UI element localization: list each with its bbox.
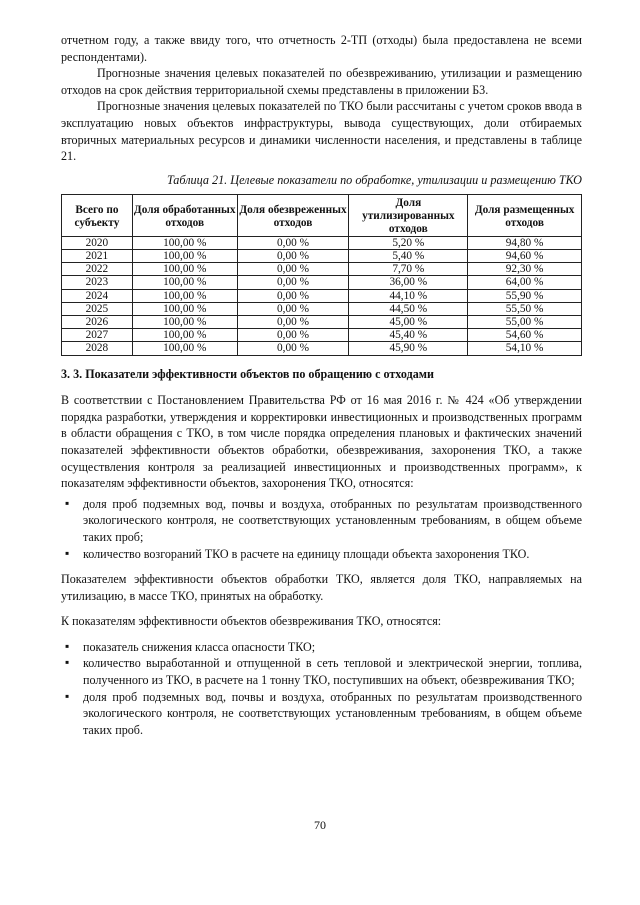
table-row xyxy=(62,249,582,262)
cell-utilized: 45,40 % xyxy=(349,329,468,342)
cell-placed: 54,60 % xyxy=(468,329,582,342)
cell-placed: 64,00 % xyxy=(468,276,582,289)
intro-paragraph-3: Прогнозные значения целевых показателей по ТКО были рассчитаны с учетом сроков ввода в эксплуатацию новых объектов инфраструктуры, вывода существующих, доли отбираемых вторичных материальных ресурсов и динамики численности населения, и представлены в таблице 21. xyxy=(61,99,582,164)
cell-utilized: 5,20 % xyxy=(349,236,468,249)
section-paragraph-3: К показателям эффективности объектов обезвреживания ТКО, относятся: xyxy=(61,614,442,629)
table-row xyxy=(62,329,582,342)
cell-placed: 94,60 % xyxy=(468,249,582,262)
cell-neutralized: 0,00 % xyxy=(237,315,349,328)
table-header-row xyxy=(62,195,582,236)
cell-processed: 100,00 % xyxy=(132,289,237,302)
table-row xyxy=(62,289,582,302)
header-neutralized: Доля обезвреженных отходов xyxy=(237,195,349,236)
cell-year: 2023 xyxy=(62,276,133,289)
table-row xyxy=(62,236,582,249)
cell-neutralized: 0,00 % xyxy=(237,342,349,355)
cell-processed: 100,00 % xyxy=(132,342,237,355)
cell-year: 2021 xyxy=(62,249,133,262)
cell-utilized: 7,70 % xyxy=(349,263,468,276)
table-row xyxy=(62,276,582,289)
table-row xyxy=(62,302,582,315)
cell-placed: 55,50 % xyxy=(468,302,582,315)
cell-year: 2020 xyxy=(62,236,133,249)
document-page xyxy=(61,32,582,738)
list-item: ▪ количество выработанной и отпущенной в сеть тепловой и электрической энергии, топлива, полученного из ТКО, в расчете на 1 тонну ТКО, поступивших на объект, обезвреживания ТКО; xyxy=(61,655,582,688)
cell-placed: 54,10 % xyxy=(468,342,582,355)
cell-year: 2027 xyxy=(62,329,133,342)
table-caption: Таблица 21. Целевые показатели по обработке, утилизации и размещению ТКО xyxy=(166,172,582,187)
table-row xyxy=(62,342,582,355)
cell-neutralized: 0,00 % xyxy=(237,263,349,276)
cell-processed: 100,00 % xyxy=(132,263,237,276)
cell-utilized: 44,50 % xyxy=(349,302,468,315)
list-item: ▪ доля проб подземных вод, почвы и воздуха, отобранных по результатам производственного экологического контроля, не соответствующих установленным требованиям, в общем объеме таких проб; xyxy=(61,496,582,546)
cell-processed: 100,00 % xyxy=(132,276,237,289)
cell-placed: 92,30 % xyxy=(468,263,582,276)
cell-utilized: 5,40 % xyxy=(349,249,468,262)
cell-utilized: 36,00 % xyxy=(349,276,468,289)
cell-neutralized: 0,00 % xyxy=(237,329,349,342)
table-row xyxy=(62,315,582,328)
page-number: 70 xyxy=(314,818,326,832)
section-paragraph-2: Показателем эффективности объектов обработки ТКО, является доля ТКО, направляемых на утилизацию, в массе ТКО, принятых на обработку. xyxy=(61,572,582,603)
section-heading: 3. 3. Показатели эффективности объектов по обращению с отходами xyxy=(61,366,434,381)
cell-utilized: 45,00 % xyxy=(349,315,468,328)
cell-neutralized: 0,00 % xyxy=(237,236,349,249)
cell-processed: 100,00 % xyxy=(132,315,237,328)
list-item: ▪ количество возгораний ТКО в расчете на единицу площади объекта захоронения ТКО. xyxy=(61,546,582,563)
cell-placed: 55,90 % xyxy=(468,289,582,302)
cell-placed: 55,00 % xyxy=(468,315,582,328)
cell-year: 2028 xyxy=(62,342,133,355)
bullet-list-1 xyxy=(61,496,582,562)
list-item: ▪ доля проб подземных вод, почвы и воздуха, отобранных по результатам производственного экологического контроля, не соответствующих установленным требованиям, в общем объеме таких проб. xyxy=(61,689,582,739)
cell-neutralized: 0,00 % xyxy=(237,249,349,262)
cell-processed: 100,00 % xyxy=(132,249,237,262)
cell-year: 2025 xyxy=(62,302,133,315)
header-total: Всего по субъекту xyxy=(62,195,133,236)
cell-utilized: 44,10 % xyxy=(349,289,468,302)
cell-year: 2024 xyxy=(62,289,133,302)
cell-year: 2026 xyxy=(62,315,133,328)
cell-neutralized: 0,00 % xyxy=(237,302,349,315)
cell-processed: 100,00 % xyxy=(132,329,237,342)
header-utilized: Доля утилизированных отходов xyxy=(349,195,468,236)
bullet-list-2 xyxy=(61,639,582,739)
cell-utilized: 45,90 % xyxy=(349,342,468,355)
cell-processed: 100,00 % xyxy=(132,236,237,249)
intro-paragraph-2: Прогнозные значения целевых показателей по обезвреживанию, утилизации и размещению отходов на срок действия территориальной схемы представлены в приложении Б3. xyxy=(61,66,582,97)
cell-year: 2022 xyxy=(62,263,133,276)
cell-neutralized: 0,00 % xyxy=(237,289,349,302)
cell-neutralized: 0,00 % xyxy=(237,276,349,289)
header-placed: Доля размещенных отходов xyxy=(468,195,582,236)
intro-paragraph-1: отчетном году, а также ввиду того, что отчетность 2-ТП (отходы) была предоставлена не всеми респондентами). xyxy=(61,33,582,64)
header-processed: Доля обработанных отходов xyxy=(132,195,237,236)
list-item: ▪ показатель снижения класса опасности ТКО; xyxy=(61,639,582,656)
cell-placed: 94,80 % xyxy=(468,236,582,249)
table-row xyxy=(62,263,582,276)
cell-processed: 100,00 % xyxy=(132,302,237,315)
targets-table xyxy=(61,194,582,355)
section-paragraph-1: В соответствии с Постановлением Правительства РФ от 16 мая 2016 г. № 424 «Об утверждении порядка разработки, утверждения и корректировки инвестиционных и производственных программ в области обращения с ТКО, в том числе порядка определения плановых и фактических значений показателей эффективности объектов обработки, обезвреживания, захоронения ТКО, а также осуществления контроля за реализацией инвестиционных и производственных программ», к показателям эффективности объектов, захоронения ТКО, относятся: xyxy=(61,393,582,491)
